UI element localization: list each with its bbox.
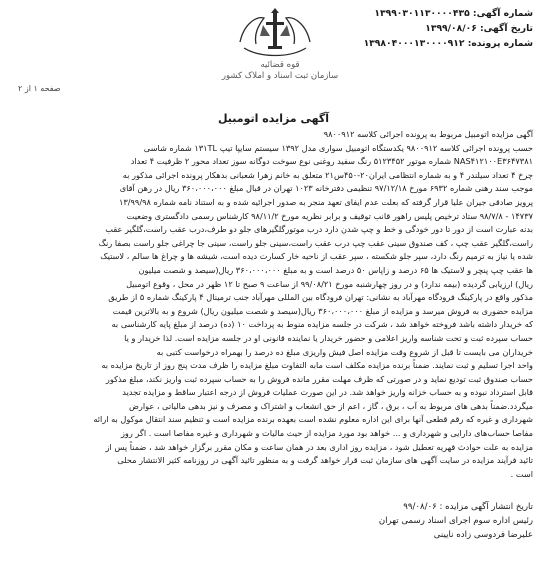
official-title: رئیس اداره سوم اجرای اسناد رسمی تهران [378, 516, 533, 526]
judiciary-emblem-icon [230, 4, 320, 64]
body-line: شده یا نیاز به ترمیم رنگ دارد، سپر جلو شکسته ، سپر عقب از ناحیه خار کسارت دیده است، شیشه ها و چراغ ها سالم ، لاستیک [100, 251, 533, 262]
body-line: ها عقب چپ پنچر و لاستیک ها ۶۵ درصد و زاپاس ۵۰ درصد است و به مبلغ ۳۶۰،۰۰۰،۰۰۰ ریال(سیصد و شصت میلیون [138, 264, 533, 275]
body-line: حسب پرونده اجرائی کلاسه ۹۸۰۰۹۱۲ یکدستگاه اتومبیل سواری مدل ۱۳۹۲ سیستم سایپا تیپ ۱۳۱TL شماره شاسی [143, 142, 533, 153]
header-info [363, 6, 533, 51]
seal-line-judiciary: قوه قضائیه [260, 60, 300, 70]
body-line: موجب سند رهنی شماره ۶۹۳۲ مورخ ۹۷/۱۲/۱۸ تنظیمی دفترخانه ۱۰۲۳ تهران در قبال مبلغ ۳۶۰،۰۰۰،۰۰۰ ریال در رهن آقای [119, 183, 533, 194]
body-line: ریال) ارزیابی گردیده (بیمه ندارد) و در روز چهارشنبه مورخ ۹۹/۰۸/۲۱ از ساعت ۹ صبح تا ۱۲ ظهر در محل ، وقوع اتومبیل [126, 278, 533, 289]
announcement-footer [14, 500, 533, 542]
body-line: NAS۴۱۲۱۰۰E۳۶۴۷۳۸۱ شماره موتور ۵۱۲۳۴۵۲ رنگ سفید روغنی نوع سوخت دوگانه سوز تعداد محور ۲ ظرفیت ۴ تعداد [130, 156, 533, 167]
body-line: چرخ ۴ تعداد سیلندر ۴ و به شماره انتظامی ایران۲۰-۴۵۰س۲۱ متعلق به خانم زهرا شعبانی بدهکار پرونده اجرائی مذکور به [122, 169, 533, 180]
body-line: تائید فرآیند مزایده در سایت آگهی های سازمان ثبت قرار خواهد گرفت و به منظور تائید آگهی در روزنامه کثیر الانتشار محلی [117, 455, 533, 466]
body-line: است . [510, 468, 533, 479]
body-line: راست،گلگیر عقب چپ ، کف صندوق سینی عقب چپ درب عقب راست،سینی جلو راست، سینی جا چراغی جلو راست بصفا رنگ [98, 237, 533, 248]
file-number: شماره پرونده: ۱۳۹۸۰۴۰۰۰۱۳۰۰۰۰۹۱۲ [363, 38, 533, 49]
body-line: آگهی مزایده اتومبیل مربوط به پرونده اجرائی کلاسه ۹۸۰۰۹۱۲ [323, 129, 533, 139]
ad-number: شماره آگهی: ۱۳۹۹۰۳۰۱۱۳۰۰۰۰۴۳۵ [374, 8, 533, 19]
announcement-body [14, 128, 533, 481]
body-line: مفاصا حساب‌های دارایی و شهرداری و ... خواهد بود مورد مزایده از حیث مالیات و شهرداری و غیره مفاصا است . اگر روز [120, 428, 533, 439]
body-line: حساب سپرده ثبت و تحت شناسه واریز اعلامی و حضور خریدار یا نماینده قانونی او در جلسه مزایده است. لذا خریدار و یا [124, 332, 533, 343]
publish-date: تاریخ انتشار آگهی مزایده : ۹۹/۰۸/۰۶ [403, 502, 533, 512]
page-title: آگهی مزایده اتومبیل [217, 112, 330, 125]
body-line: پرویز صادقی جیران علیا قرار گرفته که بعلت عدم ایفای تعهد منجر به صدور اجرائیه شده و به استناد نامه شماره ۱۳/۹۹/۹۸ [118, 196, 533, 207]
page-number: صفحه ۱ از ۲ [18, 84, 61, 93]
body-line: مزایده به علت حوادث قهریه تعطیل شود ، مزایده روز اداری بعد در همان ساعت و مکان مقرر برگزار خواهد شد ، ضمناً پس از [105, 441, 533, 452]
official-name: علیرضا فردوسی زاده نایینی [433, 530, 533, 540]
body-line: ۱۴۷۳۷ - ۹۸/۷/۸ ستاد ترخیص پلیس راهور قانب توقیف و برابر نظریه مورخ ۹۸/۱۱/۲ کارشناس رسمی دادگستری وضعیت [126, 210, 533, 221]
body-line: که خریدار داشته باشد فروخته خواهد شد ، شرکت در جلسه مزایده منوط به پرداخت ۱۰ (ده) درصد از مبلغ پایه کارشناسی به [111, 319, 533, 330]
body-line: مزایده حضوری به فروش میرسد و مزایده از مبلغ ۳۶۰،۰۰۰،۰۰۰ ریال(سیصد و شصت میلیون ریال) شروع و به بالاترین قیمت [112, 305, 533, 316]
body-line: خریداران می بایست تا قبل از شروع وقت مزایده اصل فیش واریزی مبلغ ده درصد را بهمراه درخواست کتبی به [156, 346, 533, 357]
ad-date: تاریخ آگهی: ۱۳۹۹/۰۸/۰۶ [425, 23, 533, 34]
body-line: واحد اجرا تسلیم و ثبت نمایند. ضمناً برنده مزایده مکلف است مابه التفاوت مبلغ مزایده را ظرف مدت پنج روز از تاریخ مزایده به [101, 360, 533, 371]
seal-line-organization: سازمان ثبت اسناد و املاک کشور [221, 71, 339, 81]
body-line: قابل استرداد نبوده و به حساب خزانه واریز خواهد شد. در این صورت عملیات فروش از درجه اعتبار ساقط و مزایده تجدید [122, 387, 533, 398]
body-line: حساب صندوق ثبت تودیع نماید و در صورتی که ظرف مهلت مقرر مانده فروش را به حساب سپرده ثبت واریز نکند، مبلغ مذکور [105, 373, 533, 384]
body-line: بدنه عبارت است از دور تا دور خودگی و خط و چپ شدن دارد درب موتورگلگیرهای جلو دو طرف،درب عقب راست،گلگیر عقب [105, 224, 533, 235]
organization-seal-text [205, 60, 355, 82]
body-line: مذکور واقع در پارکینگ فرودگاه مهرآباد به نشانی: تهران فرودگاه بین المللی مهرآباد جنب ترمینال ۴ پارکینگ شماره ۵ از طریق [108, 292, 533, 303]
body-line: شهرداری و غیره که رقم قطعی آنها برای این اداره معلوم نشده است بعهده برنده مزایده است و تنظیم سند انتقال موکول به ارائه [93, 414, 533, 425]
body-line: میگردد.ضمناً بدهی های مربوط به آب ، برق ، گاز ، اعم از حق انشعاب و اشتراک و مصرف و نیز بدهی مالیاتی ، عوارض [128, 400, 533, 411]
